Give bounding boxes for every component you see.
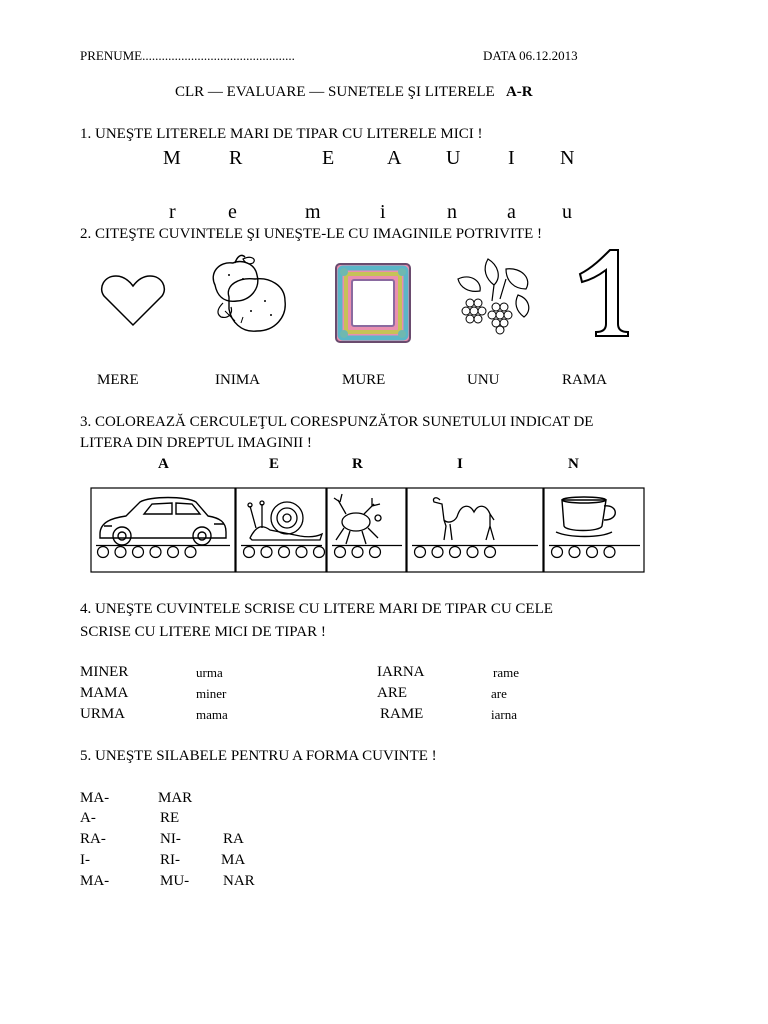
ex1-upper-2: E [322,147,335,169]
ex3-answer-circle[interactable] [467,547,478,558]
ex3-answer-circle[interactable] [168,547,179,558]
ex4-r2-c2: RAME [380,706,424,722]
ex3-answer-circle[interactable] [450,547,461,558]
ex3-answer-circle[interactable] [185,547,196,558]
ex3-answer-circle[interactable] [569,547,580,558]
ex2-instruction: 2. CITEŞTE CUVINTELE ŞI UNEŞTE-LE CU IMAGINILE POTRIVITE ! [80,226,543,242]
ex4-r0-c1: urma [196,665,223,680]
ex4-instruction-line1: 4. UNEŞTE CUVINTELE SCRISE CU LITERE MARI DE TIPAR CU CELE [80,601,553,617]
ex5-r4-c2: NAR [223,873,255,889]
ex1-upper-6: N [560,147,575,169]
ex3-answer-circle[interactable] [415,547,426,558]
ex5-r2-c0: RA- [80,831,106,847]
ex3-answer-circle[interactable] [314,547,325,558]
ex3-answer-circle[interactable] [604,547,615,558]
ex4-r2-c1: mama [196,707,228,722]
ex3-answer-circle[interactable] [552,547,563,558]
ex4-r0-c0: MINER [80,664,129,680]
ex5-r3-c2: MA [221,852,246,868]
ex5-r1-c0: A- [80,810,96,826]
ex1-lower-5: a [507,201,516,223]
ex1-lower-2: m [305,201,321,223]
ex2-word-4: RAMA [562,372,608,388]
ex5-r2-c2: RA [223,831,244,847]
ex3-letter-0: A [158,456,169,472]
ex3-answer-circle[interactable] [279,547,290,558]
ex3-instruction-line2: LITERA DIN DREPTUL IMAGINII ! [80,435,312,451]
ex2-word-1: INIMA [215,372,260,388]
ex5-r3-c0: I- [80,852,90,868]
ex1-upper-5: I [508,147,515,169]
ex5-r1-c1: RE [160,810,180,826]
title-letters: A-R [505,84,533,100]
ex4-r1-c3: are [491,686,507,701]
date-label: DATA 06.12.2013 [483,48,578,63]
ex4-instruction-line2: SCRISE CU LITERE MICI DE TIPAR ! [80,624,326,640]
ex3-answer-circle[interactable] [587,547,598,558]
ex4-r2-c3: iarna [491,707,517,722]
name-label: PRENUME [80,48,143,63]
ex1-lower-6: u [562,201,572,223]
ex4-r0-c2: IARNA [377,664,425,680]
ex5-r0-c0: MA- [80,790,110,806]
ex3-letter-2: R [352,456,363,472]
ex2-word-2: MURE [342,372,386,388]
ex3-answer-circle[interactable] [352,547,363,558]
ex4-r1-c0: MAMA [80,685,129,701]
ex5-instruction: 5. UNEŞTE SILABELE PENTRU A FORMA CUVINTE ! [80,748,437,764]
ex3-answer-circle[interactable] [133,547,144,558]
ex2-word-3: UNU [467,372,500,388]
ex4-r1-c1: miner [196,686,227,701]
ex3-instruction-line1: 3. COLOREAZĂ CERCULEŢUL CORESPUNZĂTOR SUNETULUI INDICAT DE [80,414,594,430]
ex5-r0-c1: MAR [158,790,193,806]
ex5-r3-c1: RI- [160,852,180,868]
ex3-answer-circle[interactable] [150,547,161,558]
ex3-answer-circle[interactable] [296,547,307,558]
ex3-answer-circle[interactable] [485,547,496,558]
ex3-letter-4: N [568,456,579,472]
ex1-instruction: 1. UNEŞTE LITERELE MARI DE TIPAR CU LITERELE MICI ! [80,126,483,142]
ex4-r1-c2: ARE [377,685,407,701]
ex3-letter-1: E [269,456,280,472]
ex1-upper-1: R [229,147,243,169]
ex3-answer-circle[interactable] [98,547,109,558]
ex1-lower-3: i [380,201,386,223]
ex3-answer-circle[interactable] [335,547,346,558]
ex1-upper-4: U [446,147,461,169]
ex2-word-0: MERE [97,372,139,388]
ex5-r2-c1: NI- [160,831,181,847]
ex1-lower-1: e [228,201,237,223]
ex3-answer-circle[interactable] [261,547,272,558]
ex1-upper-3: A [387,147,402,169]
ex1-lower-0: r [169,201,176,223]
ex4-r2-c0: URMA [80,706,126,722]
ex3-answer-circle[interactable] [244,547,255,558]
name-dots: ............................................... [142,48,295,63]
ex5-r4-c0: MA- [80,873,110,889]
ex3-letter-3: I [457,456,463,472]
title-main: CLR — EVALUARE — SUNETELE ŞI LITERELE [175,84,495,100]
ex5-r4-c1: MU- [160,873,190,889]
ex3-answer-circle[interactable] [115,547,126,558]
ex3-answer-circle[interactable] [370,547,381,558]
ex3-answer-circle[interactable] [432,547,443,558]
ex4-r0-c3: rame [493,665,519,680]
ex1-upper-0: M [163,147,181,169]
ex1-lower-4: n [447,201,457,223]
